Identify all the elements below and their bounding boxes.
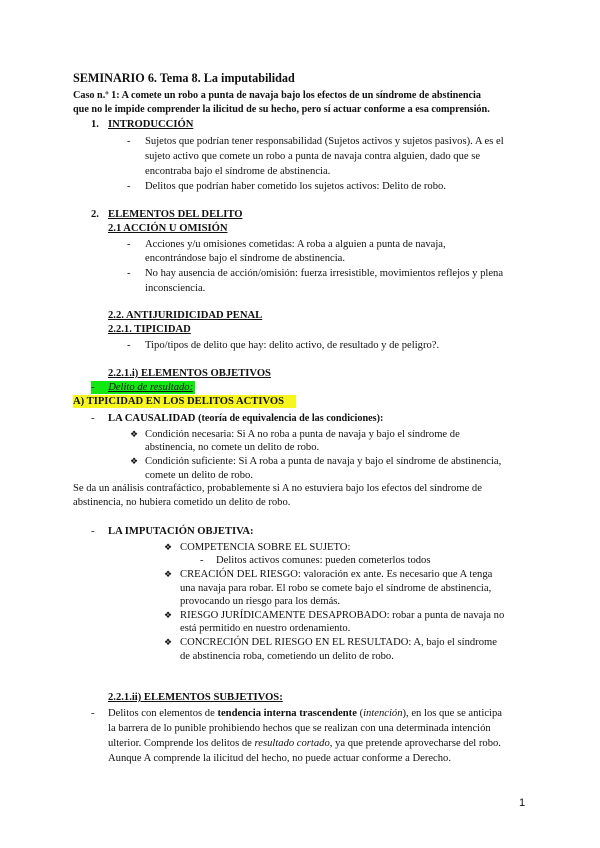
- accion-bullet-2-line-2: inconsciencia.: [145, 283, 206, 294]
- contrafactico-line-1: Se da un análisis contrafáctico, probablemente si A no estuviera bajo los efectos del síndrome de: [73, 483, 482, 494]
- subsection-2-2-heading: 2.2. ANTIJURIDICIDAD PENAL: [108, 310, 263, 321]
- subjetivos-text: Delitos con elementos de: [108, 708, 218, 719]
- bullet-dash: -: [200, 555, 204, 566]
- elementos-subjetivos-heading: 2.2.1.ii) ELEMENTOS SUBJETIVOS:: [108, 692, 283, 703]
- condicion-suficiente-line-2: comete un delito de robo.: [145, 470, 253, 481]
- bullet-dash: -: [91, 382, 95, 393]
- diamond-bullet-icon: ❖: [164, 637, 173, 647]
- diamond-bullet-icon: ❖: [164, 610, 173, 620]
- creacion-riesgo-line-1: CREACIÓN DEL RIESGO: valoración ex ante. Es necesario que A tenga: [180, 569, 493, 580]
- creacion-riesgo-line-3: provocando un riesgo para los demás.: [180, 596, 341, 607]
- condicion-necesaria-line-2: abstinencia, no comete un delito de robo.: [145, 442, 320, 453]
- subjetivos-text: ulterior. Comprende los delitos de: [108, 738, 255, 749]
- elementos-objetivos-heading: 2.2.1.i) ELEMENTOS OBJETIVOS: [108, 368, 271, 379]
- subsection-2-1-heading: 2.1 ACCIÓN U OMISIÓN: [108, 223, 228, 234]
- contrafactico-line-2: abstinencia, no hubiera cometido un delito de robo.: [73, 497, 291, 508]
- subjetivos-text: ), en los que se anticipa: [402, 708, 502, 719]
- subjetivos-line-4: Aunque A comprende la ilicitud del hecho, no puede actuar conforme a Derecho.: [108, 753, 451, 764]
- creacion-riesgo-line-2: una navaja para robar. El robo se comete bajo el síndrome de abstinencia,: [180, 583, 492, 594]
- causalidad-theory: (teoría de equivalencia de las condiciones):: [198, 413, 384, 424]
- bullet-dash: -: [127, 136, 131, 147]
- delito-resultado-highlight: [91, 381, 195, 394]
- subjetivos-line-2: la barrera de lo punible prohibiendo hechos que se realizan con una determinada intención: [108, 723, 491, 734]
- subjetivos-line-3: [108, 737, 501, 750]
- diamond-bullet-icon: ❖: [164, 542, 173, 552]
- causalidad-label: LA CAUSALIDAD: [108, 413, 196, 424]
- bullet-dash: -: [91, 526, 95, 537]
- page-number: 1: [519, 797, 526, 809]
- subjetivos-line-1: [108, 707, 502, 720]
- riesgo-desaprobado-line-2: está permitido en nuestro ordenamiento.: [180, 623, 351, 634]
- section-2-number: 2.: [91, 209, 99, 220]
- intro-bullet-2: Delitos que podrían haber cometido los sujetos activos: Delito de robo.: [145, 181, 446, 192]
- delitos-activos-comunes: Delitos activos comunes: pueden cometerlos todos: [216, 555, 431, 566]
- tendencia-interna-trascendente: tendencia interna trascendente: [217, 708, 357, 719]
- intro-bullet-1-line-3: encontraba bajo el síndrome de abstinencia.: [145, 166, 331, 177]
- case-statement-line-2: que no le impide comprender la ilicitud de su hecho, pero sí actuar conforme a esa comprensión.: [73, 104, 490, 115]
- condicion-necesaria-line-1: Condición necesaria: Si A no roba a punta de navaja y bajo el síndrome de: [145, 429, 460, 440]
- bullet-dash: -: [91, 708, 95, 719]
- subjetivos-text: (: [356, 708, 364, 719]
- delito-resultado-label: Delito de resultado:: [108, 382, 194, 393]
- bullet-dash: -: [127, 239, 131, 250]
- section-2-heading: ELEMENTOS DEL DELITO: [108, 209, 243, 220]
- case-statement-line-1: Caso n.º 1: A comete un robo a punta de navaja bajo los efectos de un síndrome de abstinencia: [73, 90, 481, 101]
- document-title: SEMINARIO 6. Tema 8. La imputabilidad: [73, 71, 295, 85]
- intro-bullet-1-line-1: Sujetos que podrían tener responsabilidad (Sujetos activos y sujetos pasivos). A es el: [145, 136, 504, 147]
- intro-bullet-1-line-2: sujeto activo que comete un robo a punta de navaja contra alguien, dado que se: [145, 151, 481, 162]
- competencia-sujeto: COMPETENCIA SOBRE EL SUJETO:: [180, 542, 351, 553]
- tipicidad-delitos-activos-heading: A) TIPICIDAD EN LOS DELITOS ACTIVOS: [73, 395, 296, 408]
- subjetivos-text: , ya que pretende aprovecharse del robo.: [329, 738, 501, 749]
- tipicidad-bullet: Tipo/tipos de delito que hay: delito activo, de resultado y de peligro?.: [145, 340, 440, 351]
- accion-bullet-1-line-1: Acciones y/u omisiones cometidas: A roba a alguien a punta de navaja,: [145, 239, 446, 250]
- subsection-2-2-1-heading: 2.2.1. TIPICIDAD: [108, 324, 191, 335]
- intencion-term: intención: [363, 708, 403, 719]
- resultado-cortado-term: resultado cortado: [254, 738, 330, 749]
- concrecion-riesgo-line-1: CONCRECIÓN DEL RIESGO EN EL RESULTADO: A, bajo el síndrome: [180, 637, 497, 648]
- bullet-dash: -: [91, 413, 95, 424]
- concrecion-riesgo-line-2: de abstinencia roba, cometiendo un delito de robo.: [180, 651, 394, 662]
- diamond-bullet-icon: ❖: [164, 569, 173, 579]
- diamond-bullet-icon: ❖: [130, 429, 139, 439]
- section-1-number: 1.: [91, 119, 99, 130]
- imputacion-objetiva-heading: LA IMPUTACIÓN OBJETIVA:: [108, 526, 254, 537]
- accion-bullet-1-line-2: encontrándose bajo el síndrome de abstinencia.: [145, 253, 346, 264]
- causalidad-heading: [108, 412, 383, 425]
- diamond-bullet-icon: ❖: [130, 456, 139, 466]
- condicion-suficiente-line-1: Condición suficiente: Si A roba a punta de navaja y bajo el síndrome de abstinencia,: [145, 456, 502, 467]
- riesgo-desaprobado-line-1: RIESGO JURÍDICAMENTE DESAPROBADO: robar a punta de navaja no: [180, 610, 505, 621]
- accion-bullet-2-line-1: No hay ausencia de acción/omisión: fuerza irresistible, movimientos reflejos y plena: [145, 268, 504, 279]
- bullet-dash: -: [127, 268, 131, 279]
- section-1-heading: INTRODUCCIÓN: [108, 119, 194, 130]
- bullet-dash: -: [127, 181, 131, 192]
- bullet-dash: -: [127, 340, 131, 351]
